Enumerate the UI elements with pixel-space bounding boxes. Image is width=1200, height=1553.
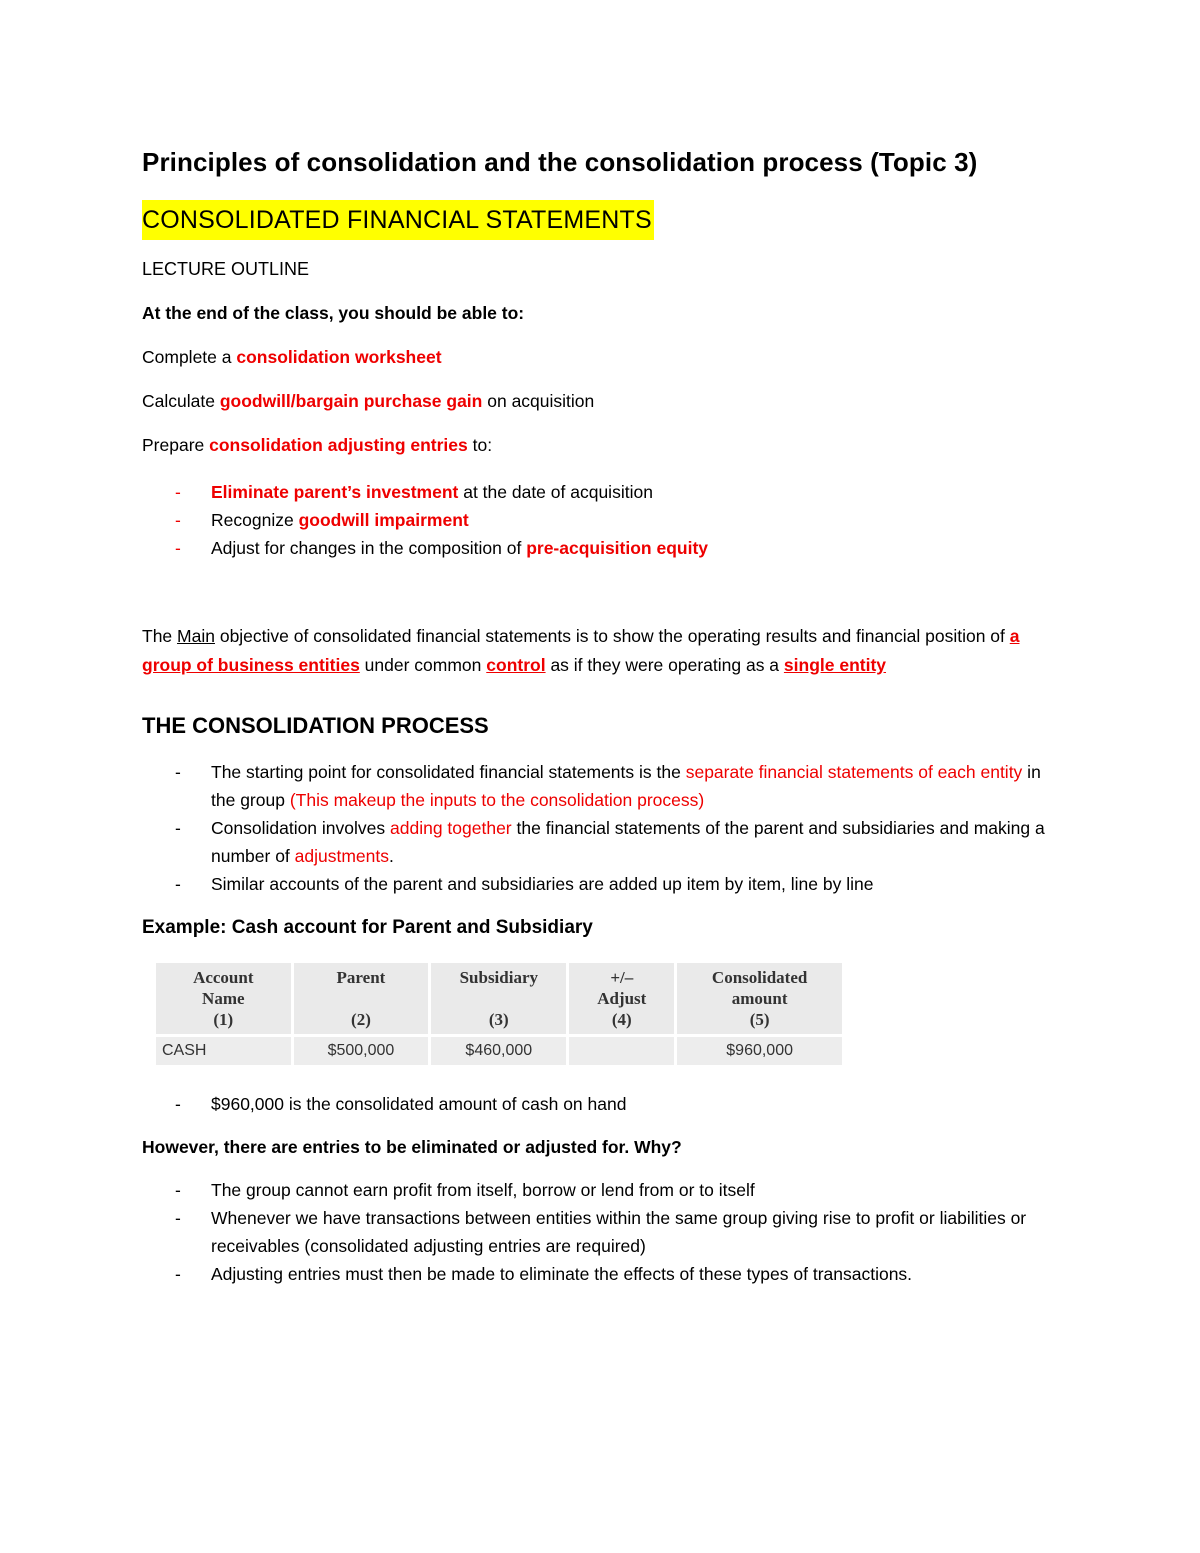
header-line: Consolidated <box>711 968 808 987</box>
highlighted-heading: CONSOLIDATED FINANCIAL STATEMENTS <box>142 200 654 240</box>
underlined-keyword: a group of business entities <box>142 626 1020 675</box>
table-wrapper <box>142 960 1052 1080</box>
list-item <box>142 1260 1052 1288</box>
adjusting-entries-list <box>142 478 1052 562</box>
underlined-keyword: control <box>486 655 546 675</box>
list-dash: - <box>175 1264 181 1284</box>
header-line: +/– <box>610 968 634 987</box>
list-text: Whenever we have transactions between entities within the same group giving rise to profit or liabilities or receivables (consolidated adjusting entries are required) <box>211 1208 1027 1256</box>
objective-text: Prepare <box>142 435 210 455</box>
list-item <box>142 534 1052 562</box>
objective-keyword: consolidation worksheet <box>236 347 442 367</box>
document-page <box>142 140 1052 1288</box>
list-keyword: pre-acquisition equity <box>526 538 709 558</box>
list-text: The starting point for consolidated financial statements is the <box>211 762 686 782</box>
cash-table <box>153 960 845 1068</box>
header-line: amount <box>731 989 788 1008</box>
list-dash: - <box>175 1180 181 1200</box>
objective-text: Calculate <box>142 391 220 411</box>
list-dash: - <box>175 1094 181 1114</box>
header-line: (2) <box>351 1010 371 1029</box>
list-text: at the date of acquisition <box>458 482 653 502</box>
list-item <box>142 1176 1052 1204</box>
objective-keyword: goodwill/bargain purchase gain <box>219 391 483 411</box>
header-line: (5) <box>749 1010 770 1029</box>
list-item <box>142 870 1052 898</box>
list-item <box>142 478 1052 506</box>
list-text: $960,000 is the consolidated amount of cash on hand <box>211 1094 627 1114</box>
table-header-row <box>156 963 842 1034</box>
list-text: The group cannot earn profit from itself, borrow or lend from or to itself <box>211 1180 755 1200</box>
header-line: Account <box>193 968 254 987</box>
header-subsidiary <box>431 963 566 1034</box>
list-item <box>142 758 1052 814</box>
list-dash: - <box>175 510 181 530</box>
process-list <box>142 758 1052 898</box>
paragraph-text: under common <box>359 655 487 675</box>
list-dash: - <box>175 482 181 502</box>
header-consolidated-amount <box>677 963 842 1034</box>
header-line: Name <box>202 989 245 1008</box>
list-keyword: adjustments <box>294 846 390 866</box>
list-keyword: Eliminate parent’s investment <box>211 482 459 502</box>
list-keyword: (This makeup the inputs to the consolidation process) <box>289 790 705 810</box>
list-text: Adjusting entries must then be made to eliminate the effects of these types of transactions. <box>211 1264 913 1284</box>
list-text: in the group <box>211 762 1041 810</box>
list-dash: - <box>175 874 181 894</box>
underlined-keyword: single entity <box>783 655 887 675</box>
list-keyword: separate financial statements of each entity <box>685 762 1023 782</box>
header-line: Adjust <box>597 989 647 1008</box>
header-line: Subsidiary <box>459 968 539 987</box>
objective-goodwill <box>142 388 1052 414</box>
header-account-name <box>156 963 291 1034</box>
cell-adjust <box>569 1037 674 1065</box>
objectives-intro: At the end of the class, you should be able to: <box>142 303 525 323</box>
list-text: Recognize <box>211 510 299 530</box>
header-adjust <box>569 963 674 1034</box>
header-line: Parent <box>336 968 386 987</box>
objective-keyword: consolidation adjusting entries <box>209 435 468 455</box>
header-line: (4) <box>611 1010 632 1029</box>
list-dash: - <box>175 538 181 558</box>
list-text: the financial statements of the parent and subsidiaries and making a number of <box>211 818 1045 866</box>
paragraph-text: as if they were operating as a <box>545 655 784 675</box>
list-text: Adjust for changes in the composition of <box>211 538 527 558</box>
example-heading: Example: Cash account for Parent and Subsidiary <box>142 917 593 938</box>
list-dash: - <box>175 1208 181 1228</box>
paragraph-text: objective of consolidated financial statements is to show the operating results and financial position of <box>214 626 1010 646</box>
list-keyword: goodwill impairment <box>298 510 469 530</box>
cell-parent: $500,000 <box>294 1037 429 1065</box>
why-list <box>142 1176 1052 1288</box>
header-line <box>298 988 425 1009</box>
list-text: Consolidation involves <box>211 818 390 838</box>
header-line <box>435 988 562 1009</box>
list-item <box>142 1204 1052 1260</box>
list-dash: - <box>175 762 181 782</box>
however-heading: However, there are entries to be eliminated or adjusted for. Why? <box>142 1137 682 1157</box>
document-title: Principles of consolidation and the consolidation process (Topic 3) <box>142 147 978 177</box>
cell-account: CASH <box>156 1037 291 1065</box>
list-item <box>142 814 1052 870</box>
cell-consolidated: $960,000 <box>677 1037 842 1065</box>
objective-text: on acquisition <box>482 391 595 411</box>
section-heading: THE CONSOLIDATION PROCESS <box>142 713 489 738</box>
list-item <box>142 506 1052 534</box>
objective-worksheet <box>142 344 1052 370</box>
lecture-outline-heading: LECTURE OUTLINE <box>142 259 310 279</box>
main-objective-paragraph <box>142 622 1052 680</box>
objective-adjusting-entries <box>142 432 1052 458</box>
cash-note-list <box>142 1090 1052 1118</box>
header-parent <box>294 963 429 1034</box>
list-text: Similar accounts of the parent and subsidiaries are added up item by item, line by line <box>211 874 874 894</box>
objective-text: to: <box>467 435 493 455</box>
objective-text: Complete a <box>142 347 237 367</box>
list-keyword: adding together <box>390 818 512 838</box>
cell-subsidiary: $460,000 <box>431 1037 566 1065</box>
header-line: (3) <box>488 1010 509 1029</box>
list-dash: - <box>175 818 181 838</box>
paragraph-text: The <box>142 626 178 646</box>
header-line: (1) <box>213 1010 234 1029</box>
list-text: . <box>389 846 394 866</box>
list-item <box>142 1090 1052 1118</box>
table-row <box>156 1037 842 1065</box>
underlined-word: Main <box>177 626 215 646</box>
